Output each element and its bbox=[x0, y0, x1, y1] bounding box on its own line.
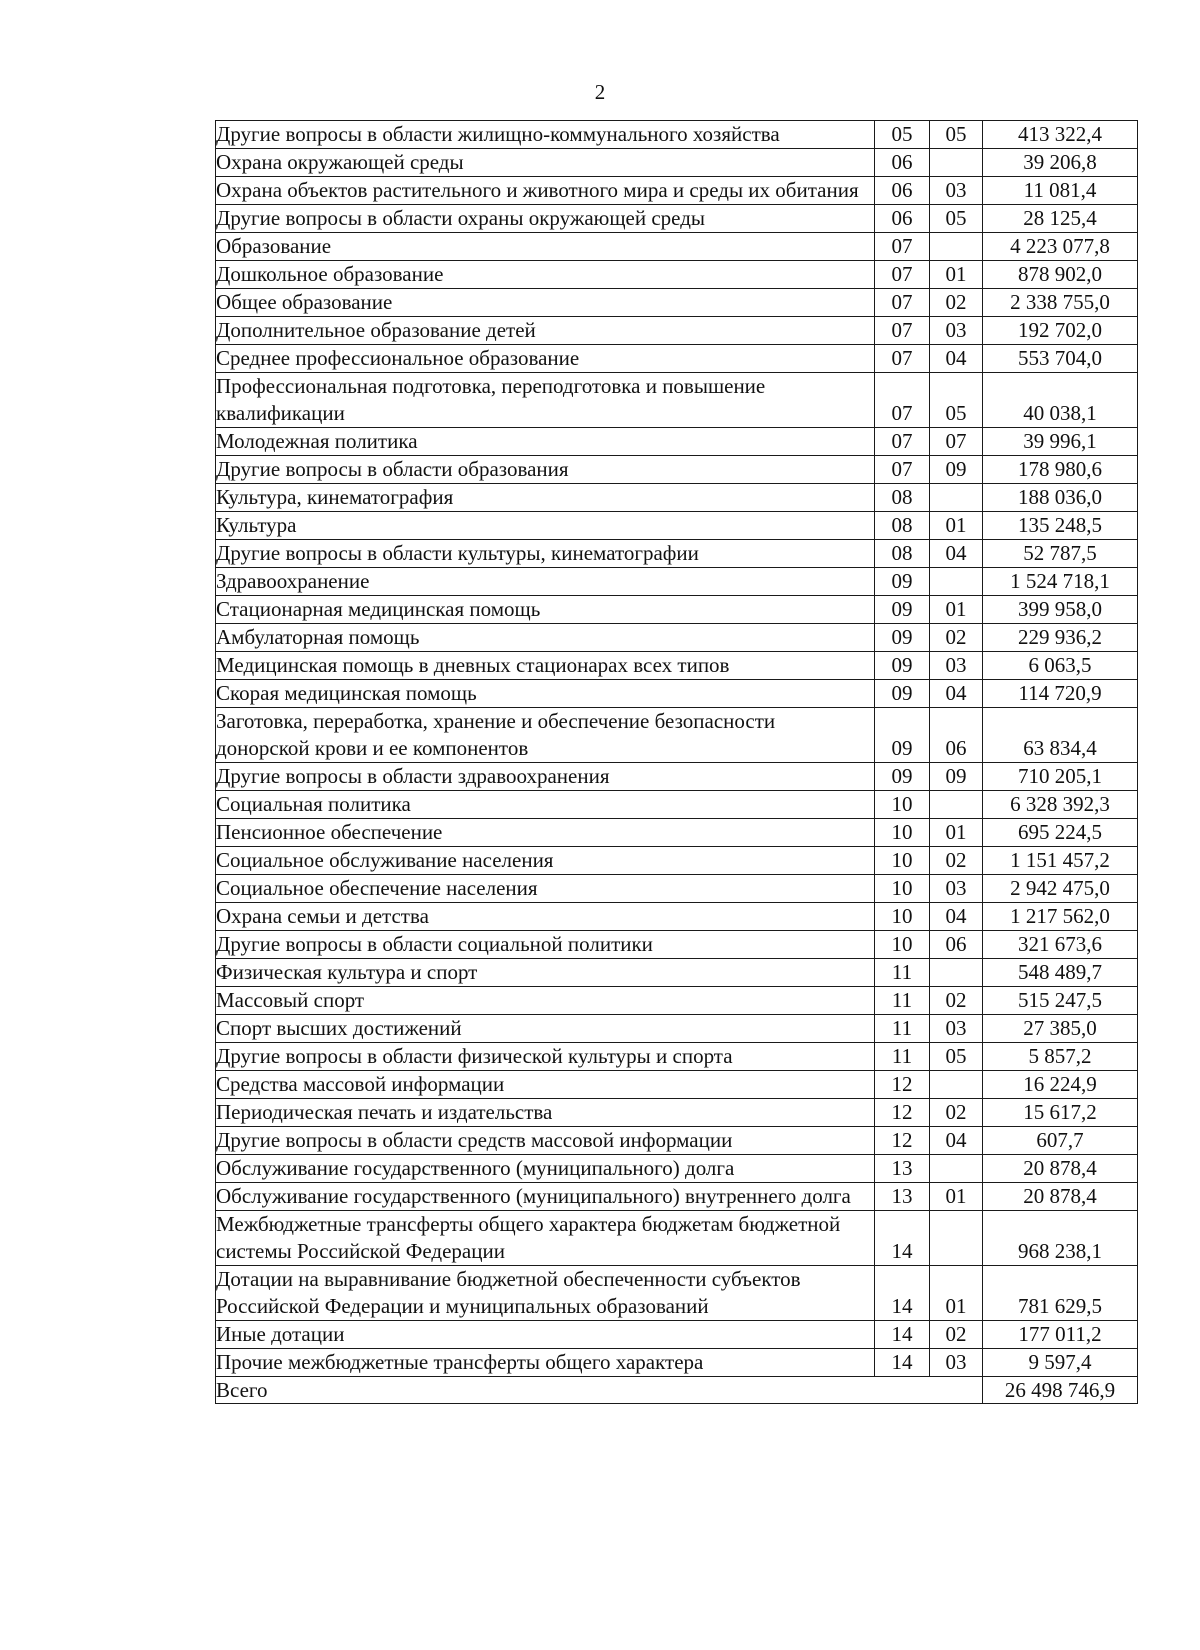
budget-table-body bbox=[216, 121, 1138, 1377]
row-name: Общее образование bbox=[216, 289, 875, 317]
table-row bbox=[216, 121, 1138, 149]
row-subsection-code: 01 bbox=[930, 596, 983, 624]
row-name: Культура, кинематография bbox=[216, 484, 875, 512]
table-row bbox=[216, 1071, 1138, 1099]
row-name: Массовый спорт bbox=[216, 987, 875, 1015]
row-amount: 878 902,0 bbox=[983, 261, 1138, 289]
row-subsection-code: 02 bbox=[930, 1099, 983, 1127]
row-subsection-code: 02 bbox=[930, 847, 983, 875]
table-row bbox=[216, 596, 1138, 624]
row-amount: 16 224,9 bbox=[983, 1071, 1138, 1099]
total-label: Всего bbox=[216, 1377, 983, 1404]
row-subsection-code: 03 bbox=[930, 1015, 983, 1043]
row-section-code: 07 bbox=[875, 289, 930, 317]
row-subsection-code: 03 bbox=[930, 177, 983, 205]
table-row bbox=[216, 987, 1138, 1015]
total-row bbox=[216, 1377, 1138, 1404]
table-row bbox=[216, 1183, 1138, 1211]
row-name: Стационарная медицинская помощь bbox=[216, 596, 875, 624]
row-name: Медицинская помощь в дневных стационарах всех типов bbox=[216, 652, 875, 680]
row-subsection-code bbox=[930, 959, 983, 987]
row-amount: 178 980,6 bbox=[983, 456, 1138, 484]
row-name: Социальное обеспечение населения bbox=[216, 875, 875, 903]
row-amount: 63 834,4 bbox=[983, 708, 1138, 763]
row-section-code: 09 bbox=[875, 624, 930, 652]
row-section-code: 10 bbox=[875, 791, 930, 819]
row-amount: 1 151 457,2 bbox=[983, 847, 1138, 875]
row-name: Обслуживание государственного (муниципального) внутреннего долга bbox=[216, 1183, 875, 1211]
row-amount: 710 205,1 bbox=[983, 763, 1138, 791]
row-section-code: 09 bbox=[875, 680, 930, 708]
row-section-code: 14 bbox=[875, 1266, 930, 1321]
table-row bbox=[216, 680, 1138, 708]
row-amount: 192 702,0 bbox=[983, 317, 1138, 345]
row-name: Охрана семьи и детства bbox=[216, 903, 875, 931]
row-amount: 20 878,4 bbox=[983, 1183, 1138, 1211]
row-subsection-code: 02 bbox=[930, 1321, 983, 1349]
table-row bbox=[216, 512, 1138, 540]
row-amount: 321 673,6 bbox=[983, 931, 1138, 959]
row-section-code: 10 bbox=[875, 903, 930, 931]
row-name: Среднее профессиональное образование bbox=[216, 345, 875, 373]
table-row bbox=[216, 1349, 1138, 1377]
row-amount: 229 936,2 bbox=[983, 624, 1138, 652]
row-section-code: 07 bbox=[875, 428, 930, 456]
row-subsection-code: 05 bbox=[930, 205, 983, 233]
row-name: Дошкольное образование bbox=[216, 261, 875, 289]
row-amount: 1 217 562,0 bbox=[983, 903, 1138, 931]
table-row bbox=[216, 289, 1138, 317]
row-name: Другие вопросы в области социальной политики bbox=[216, 931, 875, 959]
row-subsection-code: 01 bbox=[930, 1183, 983, 1211]
row-amount: 4 223 077,8 bbox=[983, 233, 1138, 261]
row-name: Другие вопросы в области средств массовой информации bbox=[216, 1127, 875, 1155]
row-subsection-code: 04 bbox=[930, 1127, 983, 1155]
table-row bbox=[216, 1127, 1138, 1155]
row-section-code: 14 bbox=[875, 1321, 930, 1349]
row-amount: 6 328 392,3 bbox=[983, 791, 1138, 819]
row-section-code: 07 bbox=[875, 456, 930, 484]
row-subsection-code: 02 bbox=[930, 289, 983, 317]
table-row bbox=[216, 763, 1138, 791]
row-section-code: 14 bbox=[875, 1211, 930, 1266]
row-section-code: 11 bbox=[875, 1015, 930, 1043]
row-section-code: 12 bbox=[875, 1099, 930, 1127]
row-amount: 11 081,4 bbox=[983, 177, 1138, 205]
row-subsection-code: 01 bbox=[930, 261, 983, 289]
row-subsection-code: 03 bbox=[930, 1349, 983, 1377]
row-amount: 399 958,0 bbox=[983, 596, 1138, 624]
row-name: Пенсионное обеспечение bbox=[216, 819, 875, 847]
row-name: Обслуживание государственного (муниципального) долга bbox=[216, 1155, 875, 1183]
row-subsection-code bbox=[930, 484, 983, 512]
row-name: Профессиональная подготовка, переподготовка и повышение квалификации bbox=[216, 373, 875, 428]
row-name: Скорая медицинская помощь bbox=[216, 680, 875, 708]
row-section-code: 07 bbox=[875, 373, 930, 428]
row-section-code: 12 bbox=[875, 1127, 930, 1155]
table-row bbox=[216, 1099, 1138, 1127]
table-row bbox=[216, 847, 1138, 875]
row-subsection-code: 05 bbox=[930, 1043, 983, 1071]
row-section-code: 06 bbox=[875, 177, 930, 205]
row-subsection-code: 05 bbox=[930, 373, 983, 428]
row-section-code: 10 bbox=[875, 931, 930, 959]
row-subsection-code bbox=[930, 1211, 983, 1266]
row-subsection-code bbox=[930, 1155, 983, 1183]
row-amount: 2 338 755,0 bbox=[983, 289, 1138, 317]
row-section-code: 10 bbox=[875, 819, 930, 847]
row-section-code: 07 bbox=[875, 233, 930, 261]
row-amount: 135 248,5 bbox=[983, 512, 1138, 540]
budget-table bbox=[215, 120, 1138, 1404]
row-name: Другие вопросы в области культуры, кинематографии bbox=[216, 540, 875, 568]
table-row bbox=[216, 373, 1138, 428]
row-amount: 15 617,2 bbox=[983, 1099, 1138, 1127]
table-row bbox=[216, 484, 1138, 512]
row-subsection-code: 01 bbox=[930, 512, 983, 540]
row-name: Другие вопросы в области физической культуры и спорта bbox=[216, 1043, 875, 1071]
table-row bbox=[216, 177, 1138, 205]
row-amount: 39 996,1 bbox=[983, 428, 1138, 456]
row-amount: 9 597,4 bbox=[983, 1349, 1138, 1377]
row-subsection-code: 04 bbox=[930, 680, 983, 708]
row-name: Другие вопросы в области образования bbox=[216, 456, 875, 484]
table-row bbox=[216, 205, 1138, 233]
row-name: Другие вопросы в области охраны окружающей среды bbox=[216, 205, 875, 233]
row-name: Физическая культура и спорт bbox=[216, 959, 875, 987]
total-sum: 26 498 746,9 bbox=[983, 1377, 1138, 1404]
row-amount: 2 942 475,0 bbox=[983, 875, 1138, 903]
row-section-code: 09 bbox=[875, 596, 930, 624]
row-name: Спорт высших достижений bbox=[216, 1015, 875, 1043]
row-section-code: 13 bbox=[875, 1155, 930, 1183]
row-name: Дополнительное образование детей bbox=[216, 317, 875, 345]
row-amount: 52 787,5 bbox=[983, 540, 1138, 568]
row-name: Заготовка, переработка, хранение и обеспечение безопасности донорской крови и ее компонентов bbox=[216, 708, 875, 763]
table-row bbox=[216, 819, 1138, 847]
row-section-code: 08 bbox=[875, 512, 930, 540]
row-subsection-code: 06 bbox=[930, 931, 983, 959]
row-section-code: 09 bbox=[875, 652, 930, 680]
row-subsection-code: 01 bbox=[930, 819, 983, 847]
row-amount: 5 857,2 bbox=[983, 1043, 1138, 1071]
row-name: Молодежная политика bbox=[216, 428, 875, 456]
row-subsection-code: 06 bbox=[930, 708, 983, 763]
table-row bbox=[216, 428, 1138, 456]
row-name: Здравоохранение bbox=[216, 568, 875, 596]
table-row bbox=[216, 791, 1138, 819]
table-row bbox=[216, 317, 1138, 345]
table-row bbox=[216, 233, 1138, 261]
row-amount: 114 720,9 bbox=[983, 680, 1138, 708]
table-row bbox=[216, 345, 1138, 373]
table-row bbox=[216, 903, 1138, 931]
row-section-code: 06 bbox=[875, 205, 930, 233]
row-name: Средства массовой информации bbox=[216, 1071, 875, 1099]
row-section-code: 10 bbox=[875, 875, 930, 903]
row-section-code: 11 bbox=[875, 1043, 930, 1071]
row-section-code: 13 bbox=[875, 1183, 930, 1211]
table-row bbox=[216, 931, 1138, 959]
row-section-code: 08 bbox=[875, 484, 930, 512]
row-amount: 28 125,4 bbox=[983, 205, 1138, 233]
row-section-code: 09 bbox=[875, 708, 930, 763]
row-subsection-code: 07 bbox=[930, 428, 983, 456]
row-section-code: 09 bbox=[875, 763, 930, 791]
row-amount: 515 247,5 bbox=[983, 987, 1138, 1015]
table-row bbox=[216, 624, 1138, 652]
table-row bbox=[216, 1266, 1138, 1321]
row-amount: 6 063,5 bbox=[983, 652, 1138, 680]
row-subsection-code: 04 bbox=[930, 345, 983, 373]
row-name: Охрана объектов растительного и животного мира и среды их обитания bbox=[216, 177, 875, 205]
row-amount: 177 011,2 bbox=[983, 1321, 1138, 1349]
row-subsection-code: 02 bbox=[930, 987, 983, 1015]
row-amount: 188 036,0 bbox=[983, 484, 1138, 512]
row-amount: 553 704,0 bbox=[983, 345, 1138, 373]
row-section-code: 14 bbox=[875, 1349, 930, 1377]
row-name: Прочие межбюджетные трансферты общего характера bbox=[216, 1349, 875, 1377]
row-name: Социальное обслуживание населения bbox=[216, 847, 875, 875]
row-subsection-code bbox=[930, 149, 983, 177]
row-section-code: 05 bbox=[875, 121, 930, 149]
row-name: Охрана окружающей среды bbox=[216, 149, 875, 177]
row-section-code: 11 bbox=[875, 987, 930, 1015]
table-row bbox=[216, 1155, 1138, 1183]
row-section-code: 10 bbox=[875, 847, 930, 875]
table-row bbox=[216, 1211, 1138, 1266]
row-name: Периодическая печать и издательства bbox=[216, 1099, 875, 1127]
table-row bbox=[216, 708, 1138, 763]
table-row bbox=[216, 652, 1138, 680]
row-subsection-code: 04 bbox=[930, 540, 983, 568]
row-subsection-code: 03 bbox=[930, 652, 983, 680]
row-section-code: 09 bbox=[875, 568, 930, 596]
row-amount: 695 224,5 bbox=[983, 819, 1138, 847]
row-amount: 607,7 bbox=[983, 1127, 1138, 1155]
row-subsection-code: 09 bbox=[930, 763, 983, 791]
table-row bbox=[216, 540, 1138, 568]
table-row bbox=[216, 875, 1138, 903]
row-subsection-code: 01 bbox=[930, 1266, 983, 1321]
row-name: Другие вопросы в области здравоохранения bbox=[216, 763, 875, 791]
row-section-code: 08 bbox=[875, 540, 930, 568]
table-row bbox=[216, 1015, 1138, 1043]
table-row bbox=[216, 959, 1138, 987]
row-section-code: 07 bbox=[875, 261, 930, 289]
row-name: Образование bbox=[216, 233, 875, 261]
row-amount: 27 385,0 bbox=[983, 1015, 1138, 1043]
row-subsection-code: 09 bbox=[930, 456, 983, 484]
page-number: 2 bbox=[594, 80, 606, 104]
row-amount: 1 524 718,1 bbox=[983, 568, 1138, 596]
row-subsection-code bbox=[930, 233, 983, 261]
row-section-code: 07 bbox=[875, 317, 930, 345]
row-section-code: 07 bbox=[875, 345, 930, 373]
row-amount: 968 238,1 bbox=[983, 1211, 1138, 1266]
row-subsection-code: 03 bbox=[930, 875, 983, 903]
row-subsection-code bbox=[930, 568, 983, 596]
row-subsection-code: 05 bbox=[930, 121, 983, 149]
row-amount: 548 489,7 bbox=[983, 959, 1138, 987]
row-amount: 39 206,8 bbox=[983, 149, 1138, 177]
row-name: Иные дотации bbox=[216, 1321, 875, 1349]
row-subsection-code: 02 bbox=[930, 624, 983, 652]
table-row bbox=[216, 568, 1138, 596]
row-subsection-code bbox=[930, 791, 983, 819]
table-row bbox=[216, 1321, 1138, 1349]
row-amount: 781 629,5 bbox=[983, 1266, 1138, 1321]
row-name: Культура bbox=[216, 512, 875, 540]
row-amount: 40 038,1 bbox=[983, 373, 1138, 428]
row-name: Амбулаторная помощь bbox=[216, 624, 875, 652]
table-row bbox=[216, 456, 1138, 484]
table-row bbox=[216, 1043, 1138, 1071]
table-row bbox=[216, 149, 1138, 177]
row-subsection-code: 04 bbox=[930, 903, 983, 931]
row-subsection-code: 03 bbox=[930, 317, 983, 345]
table-row bbox=[216, 261, 1138, 289]
row-amount: 413 322,4 bbox=[983, 121, 1138, 149]
row-name: Межбюджетные трансферты общего характера бюджетам бюджетной системы Российской Федерации bbox=[216, 1211, 875, 1266]
row-name: Социальная политика bbox=[216, 791, 875, 819]
row-amount: 20 878,4 bbox=[983, 1155, 1138, 1183]
row-section-code: 06 bbox=[875, 149, 930, 177]
row-name: Дотации на выравнивание бюджетной обеспеченности субъектов Российской Федерации и муниципальных образований bbox=[216, 1266, 875, 1321]
row-section-code: 12 bbox=[875, 1071, 930, 1099]
row-section-code: 11 bbox=[875, 959, 930, 987]
row-subsection-code bbox=[930, 1071, 983, 1099]
row-name: Другие вопросы в области жилищно-коммунального хозяйства bbox=[216, 121, 875, 149]
